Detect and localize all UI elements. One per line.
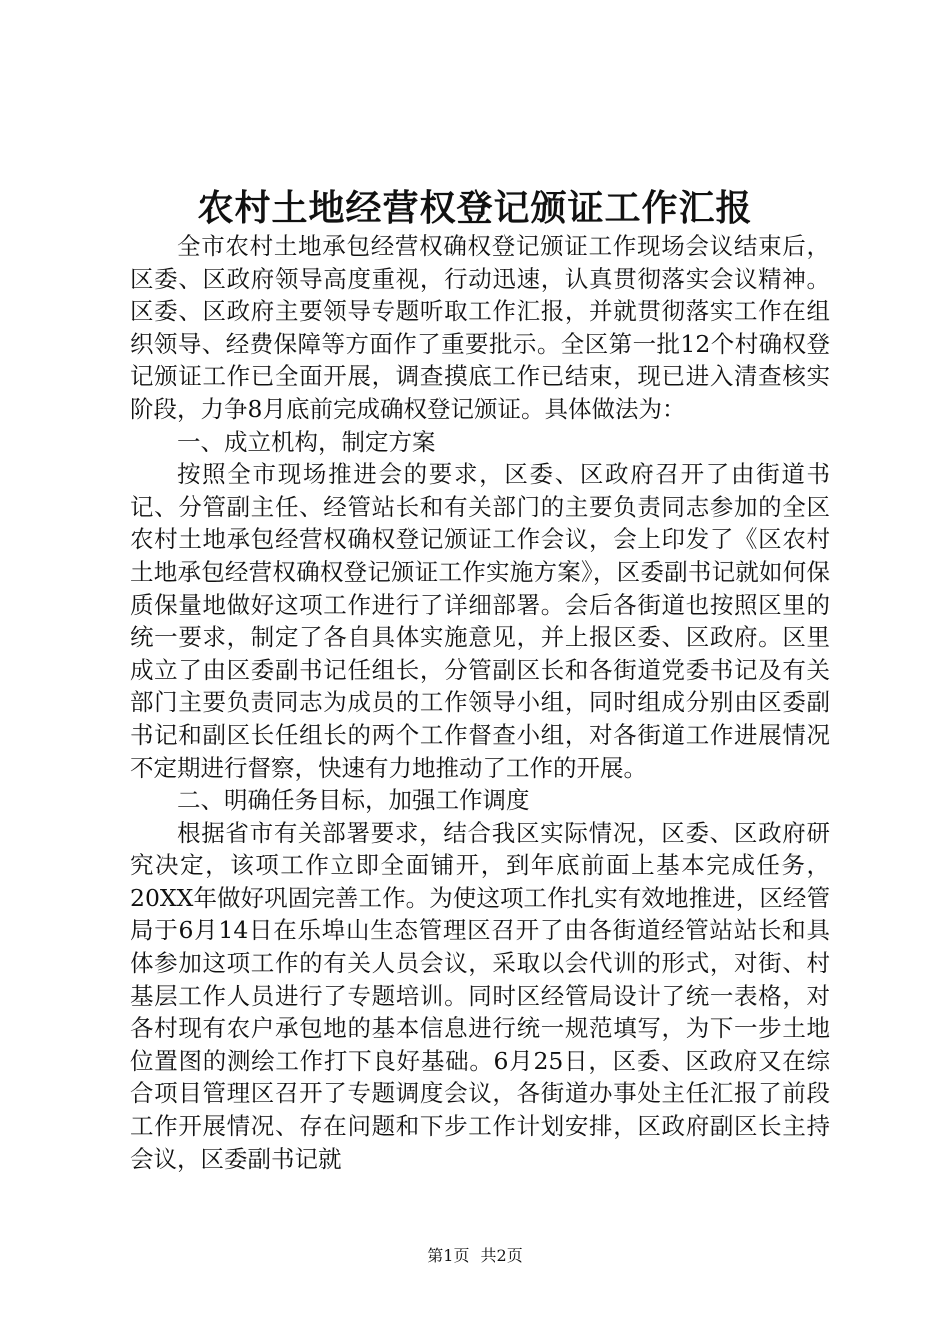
paragraph-section-1: 按照全市现场推进会的要求，区委、区政府召开了由街道书记、分管副主任、经管站长和有关部门的主要负责同志参加的全区农村土地承包经营权确权登记颁证工作会议，会上印发了《区农村土地承包经营权确权登记颁证工作实施方案》，区委副书记就如何保质保量地做好这项工作进行了详细部署。会后各街道也按照区里的统一要求，制定了各自具体实施意见，并上报区委、区政府。区里成立了由区委副书记任组长，分管副区长和各街道党委书记及有关部门主要负责同志为成员的工作领导小组，同时组成分别由区委副书记和副区长任组长的两个工作督查小组，对各街道工作进展情况不定期进行督察，快速有力地推动了工作的开展。 xyxy=(130,460,830,782)
document-title: 农村土地经营权登记颁证工作汇报 xyxy=(197,187,753,229)
page-number: 第1页 xyxy=(427,1246,470,1265)
paragraph-intro: 全市农村土地承包经营权确权登记颁证工作现场会议结束后，区委、区政府领导高度重视，行动迅速，认真贯彻落实会议精神。区委、区政府主要领导专题听取工作汇报，并就贯彻落实工作在组织领导、经费保障等方面作了重要批示。全区第一批12个村确权登记颁证工作已全面开展，调查摸底工作已结束，现已进入清查核实阶段，力争8月底前完成确权登记颁证。具体做法为： xyxy=(130,232,830,423)
page-footer xyxy=(0,1244,950,1268)
paragraph-section-2: 根据省市有关部署要求，结合我区实际情况，区委、区政府研究决定，该项工作立即全面铺开，到年底前面上基本完成任务，20XX年做好巩固完善工作。为使这项工作扎实有效地推进，区经管局于6月14日在乐埠山生态管理区召开了由各街道经管站站长和具体参加这项工作的有关人员会议，采取以会代训的形式，对街、村基层工作人员进行了专题培训。同时区经管局设计了统一表格，对各村现有农户承包地的基本信息进行统一规范填写，为下一步土地位置图的测绘工作打下良好基础。6月25日，区委、区政府又在综合项目管理区召开了专题调度会议，各街道办事处主任汇报了前段工作开展情况、存在问题和下步工作计划安排，区政府副区长主持会议，区委副书记就 xyxy=(130,818,830,1173)
section-heading-1: 一、成立机构，制定方案 xyxy=(177,427,436,456)
section-heading-2: 二、明确任务目标，加强工作调度 xyxy=(177,786,530,815)
document-body xyxy=(130,230,830,1175)
page-total: 共2页 xyxy=(480,1246,523,1265)
